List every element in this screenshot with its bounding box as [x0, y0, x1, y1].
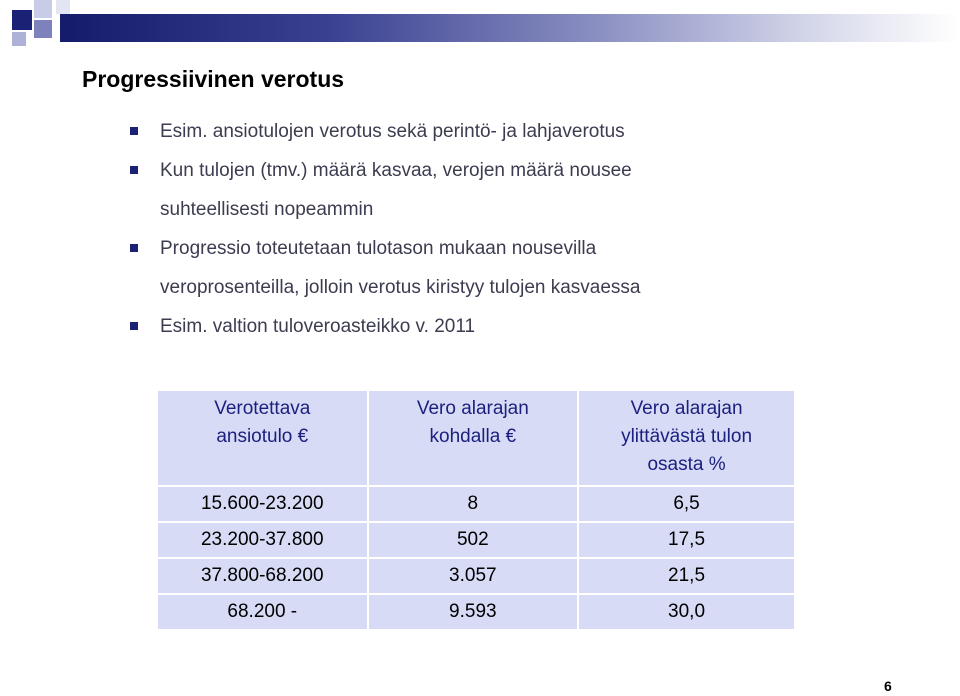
- header-gradient-bar: [60, 14, 960, 42]
- lower-limit-tax-cell: 502: [369, 523, 578, 557]
- header-line: Vero alarajan: [416, 398, 529, 419]
- income-range-cell: 15.600-23.200: [158, 487, 367, 521]
- square-bullet-icon: [130, 166, 138, 174]
- income-range-cell: 68.200 -: [158, 595, 367, 629]
- bullet-list: [128, 112, 888, 346]
- header-tax-at-lower-limit: [369, 391, 578, 485]
- square-bullet-icon: [130, 244, 138, 252]
- header-marginal-rate: [579, 391, 794, 485]
- bullet-item: [128, 151, 888, 229]
- header-line: ylittävästä tulon: [621, 426, 753, 447]
- rate-cell: 6,5: [579, 487, 794, 521]
- decorative-square: [56, 0, 70, 14]
- header-line: osasta %: [647, 454, 726, 475]
- decorative-square: [34, 0, 52, 18]
- income-range-cell: 37.800-68.200: [158, 559, 367, 593]
- decorative-square: [12, 10, 32, 30]
- lower-limit-tax-cell: 9.593: [369, 595, 578, 629]
- table-header-row: [158, 391, 794, 485]
- slide-title: Progressiivinen verotus: [82, 66, 345, 92]
- bullet-text: Esim. valtion tuloveroasteikko v. 2011: [160, 316, 476, 337]
- header-line: Verotettava: [214, 398, 311, 419]
- square-bullet-icon: [130, 322, 138, 330]
- header-taxable-income: [158, 391, 367, 485]
- header-line: ansiotulo €: [216, 426, 309, 447]
- bullet-item: [128, 112, 888, 151]
- square-bullet-icon: [130, 127, 138, 135]
- income-range-cell: 23.200-37.800: [158, 523, 367, 557]
- bullet-text: Progressio toteutetaan tulotason mukaan nousevilla: [160, 238, 597, 259]
- bullet-text: suhteellisesti nopeammin: [160, 199, 374, 220]
- lower-limit-tax-cell: 3.057: [369, 559, 578, 593]
- bullet-text: Kun tulojen (tmv.) määrä kasvaa, verojen määrä nousee: [160, 160, 632, 181]
- lower-limit-tax-cell: 8: [369, 487, 578, 521]
- header-line: Vero alarajan: [630, 398, 743, 419]
- bullet-text: veroprosenteilla, jolloin verotus kiristyy tulojen kasvaessa: [160, 277, 641, 298]
- bullet-item: [128, 229, 888, 307]
- rate-cell: 30,0: [579, 595, 794, 629]
- table-row: [158, 523, 794, 557]
- tax-rate-table: [156, 389, 796, 631]
- rate-cell: 21,5: [579, 559, 794, 593]
- table-row: [158, 559, 794, 593]
- header-line: kohdalla €: [429, 426, 517, 447]
- decorative-square: [34, 20, 52, 38]
- page-number: 6: [884, 678, 892, 694]
- bullet-item: [128, 307, 888, 346]
- bullet-text: Esim. ansiotulojen verotus sekä perintö- ja lahjaverotus: [160, 121, 625, 142]
- rate-cell: 17,5: [579, 523, 794, 557]
- table-row: [158, 595, 794, 629]
- decorative-square: [12, 32, 26, 46]
- table-row: [158, 487, 794, 521]
